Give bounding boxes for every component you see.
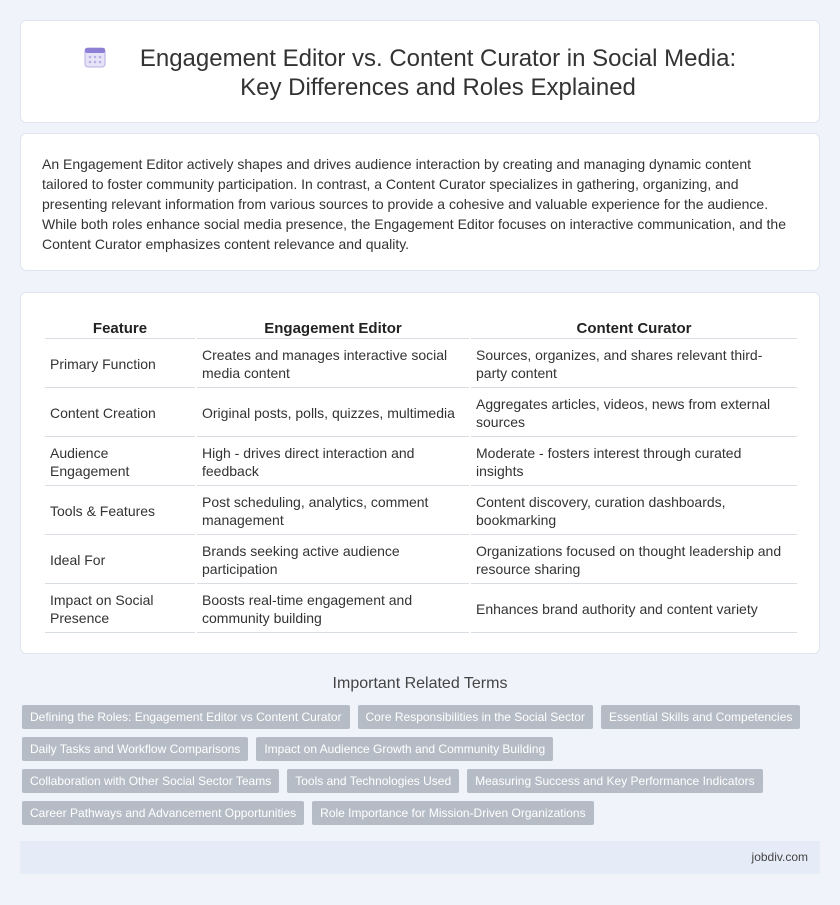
- row-content-curator: Enhances brand authority and content variety: [471, 586, 797, 633]
- page-title: Engagement Editor vs. Content Curator in Social Media: Key Differences and Roles Explained: [139, 45, 737, 101]
- related-tag[interactable]: Defining the Roles: Engagement Editor vs Content Curator: [22, 705, 350, 729]
- row-feature: Tools & Features: [45, 488, 195, 535]
- table-row: [45, 439, 797, 486]
- related-tag[interactable]: Essential Skills and Competencies: [601, 705, 800, 729]
- table-row: [45, 488, 797, 535]
- table-row: [45, 341, 797, 388]
- row-engagement-editor: Post scheduling, analytics, comment management: [197, 488, 469, 535]
- table-row: [45, 537, 797, 584]
- row-engagement-editor: Original posts, polls, quizzes, multimedia: [197, 390, 469, 437]
- row-feature: Ideal For: [45, 537, 195, 584]
- row-engagement-editor: Brands seeking active audience participation: [197, 537, 469, 584]
- table-row: [45, 586, 797, 633]
- row-engagement-editor: High - drives direct interaction and feedback: [197, 439, 469, 486]
- related-tag[interactable]: Collaboration with Other Social Sector Teams: [22, 769, 279, 793]
- row-content-curator: Organizations focused on thought leadership and resource sharing: [471, 537, 797, 584]
- footer-site-link[interactable]: jobdiv.com: [751, 850, 808, 864]
- table-header-row: [45, 319, 797, 339]
- header-feature: Feature: [45, 319, 195, 339]
- related-tag[interactable]: Daily Tasks and Workflow Comparisons: [22, 737, 248, 761]
- comparison-card: [20, 292, 820, 654]
- row-content-curator: Moderate - fosters interest through curated insights: [471, 439, 797, 486]
- row-engagement-editor: Creates and manages interactive social media content: [197, 341, 469, 388]
- row-content-curator: Aggregates articles, videos, news from external sources: [471, 390, 797, 437]
- row-content-curator: Sources, organizes, and shares relevant third-party content: [471, 341, 797, 388]
- related-terms-title: Important Related Terms: [332, 675, 508, 692]
- header-engagement-editor: Engagement Editor: [197, 319, 469, 339]
- row-feature: Content Creation: [45, 390, 195, 437]
- row-engagement-editor: Boosts real-time engagement and community building: [197, 586, 469, 633]
- header-content-curator: Content Curator: [471, 319, 797, 339]
- related-tag[interactable]: Role Importance for Mission-Driven Organizations: [312, 801, 593, 825]
- table-row: [45, 390, 797, 437]
- related-tag[interactable]: Measuring Success and Key Performance Indicators: [467, 769, 762, 793]
- row-feature: Impact on Social Presence: [45, 586, 195, 633]
- footer: [20, 841, 820, 874]
- related-terms-list: [22, 705, 822, 833]
- intro-paragraph: An Engagement Editor actively shapes and drives audience interaction by creating and managing dynamic content tailored to foster community participation. In contrast, a Content Curator specializes in gathering, organizing, and presenting relevant information from various sources to provide a cohesive and valuable experience for the audience. While both roles enhance social media presence, the Engagement Editor focuses on interactive communication, and the Content Curator emphasizes content relevance and quality.: [42, 156, 786, 252]
- related-tag[interactable]: Tools and Technologies Used: [287, 769, 459, 793]
- related-tag[interactable]: Career Pathways and Advancement Opportunities: [22, 801, 304, 825]
- related-tag[interactable]: Impact on Audience Growth and Community Building: [256, 737, 553, 761]
- row-feature: Primary Function: [45, 341, 195, 388]
- row-content-curator: Content discovery, curation dashboards, bookmarking: [471, 488, 797, 535]
- related-tag[interactable]: Core Responsibilities in the Social Sector: [358, 705, 593, 729]
- header-card: [20, 20, 820, 123]
- row-feature: Audience Engagement: [45, 439, 195, 486]
- comparison-table: [43, 317, 799, 635]
- intro-card: [20, 133, 820, 271]
